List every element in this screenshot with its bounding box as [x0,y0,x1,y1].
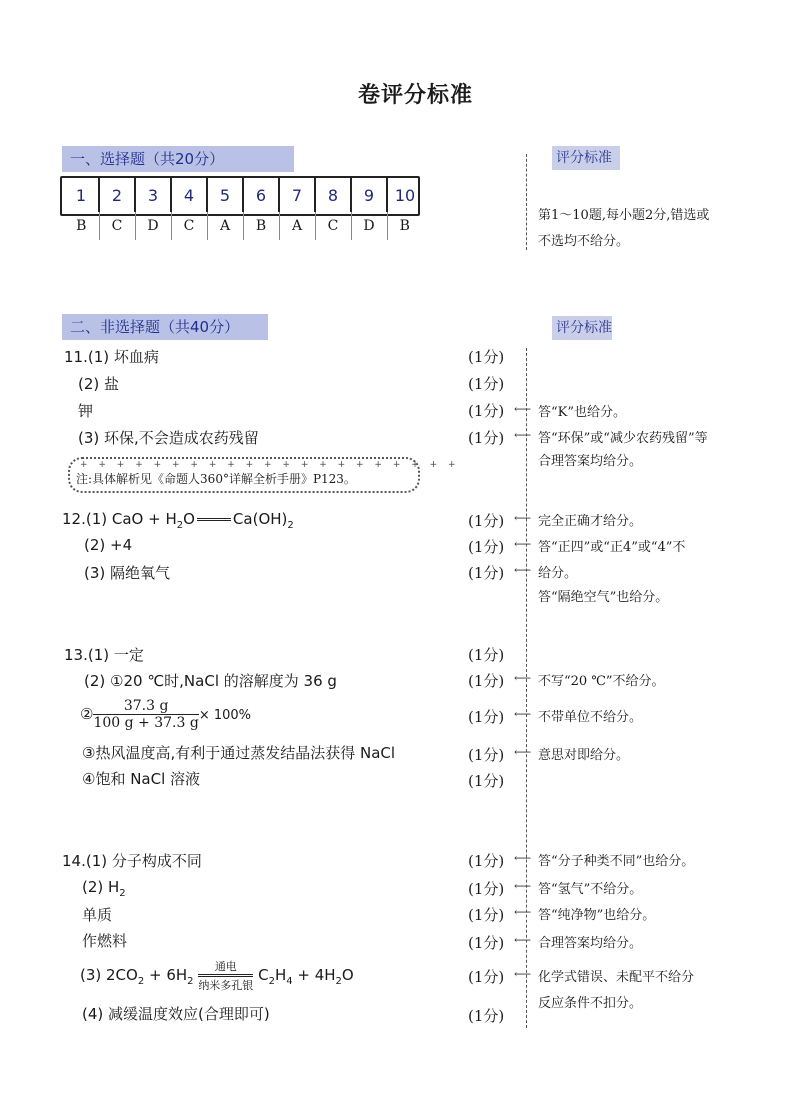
question-number: 7 [279,178,315,212]
question-number: 4 [171,178,207,212]
answer-line: 单质 [82,906,113,924]
scoring-note: 化学式错误、未配平不给分 [538,970,695,985]
scoring-note: 答“纯净物”也给分。 [538,908,656,923]
answer-cell: B [243,212,279,240]
question-number: 2 [99,178,135,212]
scoring-note: 不带单位不给分。 [538,710,643,725]
arrow-icon: ⟵ [514,879,532,893]
arrow-icon: ⟵ [514,402,532,416]
answer-line: 作燃料 [82,932,128,950]
scoring-note: 不选均不给分。 [538,234,630,249]
question-number: 8 [315,178,351,212]
reference-decoration: + + + + + + + + + + + + + + + + + + + + + [80,460,460,470]
scoring-note: 合理答案均给分。 [538,454,643,469]
scoring-note: 完全正确才给分。 [538,514,643,529]
scoring-note: 给分。 [538,566,578,581]
answer-row [64,212,422,240]
score: (1分) [468,429,505,447]
answer-line: (2) 盐 [78,375,120,393]
answer-cell: B [387,212,422,240]
score: (1分) [468,906,505,924]
fraction-line: ② $\frac{37.3 g}{100 g + 37.3 g}$ × 100% [80,698,252,731]
answer-cell: C [99,212,135,240]
answer-cell: A [207,212,243,240]
arrow-icon: ⟵ [514,905,532,919]
score: (1分) [468,512,505,530]
answer-line: 11.(1) 坏血病 [64,348,159,366]
scoring-note: 第1～10题,每小题2分,错选或 [538,208,710,223]
answer-cell: C [171,212,207,240]
scoring-note: 答“氢气”不给分。 [538,882,643,897]
score: (1分) [468,646,505,664]
arrow-icon: ⟵ [514,851,532,865]
answer-cell: D [135,212,171,240]
reaction-condition: 通电 纳米多孔银 [198,960,254,992]
answer-line: (2) ①20 ℃时,NaCl 的溶解度为 36 g [84,672,337,690]
question-number: 10 [387,178,422,212]
answer-line: ③热风温度高,有利于通过蒸发结晶法获得 NaCl [82,744,396,762]
formula-line: (2) $H_2$ [82,878,126,899]
equation-line: 12.(1) CaO + $H_2O$ $Ca(OH)_2$ [62,510,294,531]
question-number: 9 [351,178,387,212]
answer-cell: C [315,212,351,240]
scoring-note: 反应条件不扣分。 [538,996,643,1011]
arrow-icon: ⟵ [514,745,532,759]
answer-line: (2) +4 [84,536,133,554]
divider-dashed [526,348,527,1028]
score: (1分) [468,968,505,986]
score: (1分) [468,1007,505,1025]
arrow-icon: ⟵ [514,537,532,551]
answer-cell: B [76,218,87,234]
answer-line: (3) 环保,不会造成农药残留 [78,429,259,447]
equation-double-bar [197,518,231,521]
equation-line: (3) $2CO_2 + 6H_2$ 通电 纳米多孔银 $C_2H_4 + 4H_2O$ [80,960,354,992]
question-number: 1 [75,185,87,205]
score: (1分) [468,402,505,420]
question-number: 3 [135,178,171,212]
answer-line: (3) 隔绝氧气 [84,564,171,582]
score: (1分) [468,348,505,366]
arrow-icon: ⟵ [514,967,532,981]
scoring-note: 合理答案均给分。 [538,936,643,951]
section2-right-header: 评分标准 [552,316,612,340]
answer-line: 钾 [78,402,94,420]
section2-header: 二、非选择题（共40分） [62,314,268,340]
fraction: $\frac{37.3 g}{100 g + 37.3 g}$ [93,698,199,731]
question-number-row [64,178,422,212]
scoring-note: 答“正四”或“正4”或“4”不 [538,540,686,555]
scoring-note: 答“分子种类不同”也给分。 [538,854,695,869]
section1-right-header: 评分标准 [552,146,620,170]
arrow-icon: ⟵ [514,933,532,947]
scoring-note: 意思对即给分。 [538,748,630,763]
section1-header: 一、选择题（共20分） [62,146,294,172]
score: (1分) [468,746,505,764]
divider-dashed [526,154,527,250]
score: (1分) [468,672,505,690]
scoring-note: 答“隔绝空气”也给分。 [538,590,669,605]
score: (1分) [468,564,505,582]
answer-line: 13.(1) 一定 [64,646,144,664]
score: (1分) [468,934,505,952]
answer-line: 14.(1) 分子构成不同 [62,852,202,870]
answer-table [64,178,422,240]
scoring-note: 答“环保”或“减少农药残留”等 [538,431,708,446]
page-title: 卷评分标准 [358,83,474,108]
scoring-note: 不写“20 ℃”不给分。 [538,674,665,689]
score: (1分) [468,538,505,556]
answer-cell: A [279,212,315,240]
answer-line: ④饱和 NaCl 溶液 [82,770,201,788]
answer-cell: D [351,212,387,240]
arrow-icon: ⟵ [514,671,532,685]
question-number: 5 [207,178,243,212]
arrow-icon: ⟵ [514,428,532,442]
arrow-icon: ⟵ [514,511,532,525]
question-number: 6 [243,178,279,212]
score: (1分) [468,852,505,870]
answer-line: (4) 减缓温度效应(合理即可) [82,1005,270,1023]
arrow-icon: ⟵ [514,563,532,577]
reference-note: 注:具体解析见《命题人360°详解全析手册》P123。 [68,457,420,493]
score: (1分) [468,375,505,393]
score: (1分) [468,708,505,726]
scoring-note: 答“K”也给分。 [538,405,627,420]
score: (1分) [468,772,505,790]
arrow-icon: ⟵ [514,707,532,721]
score: (1分) [468,880,505,898]
